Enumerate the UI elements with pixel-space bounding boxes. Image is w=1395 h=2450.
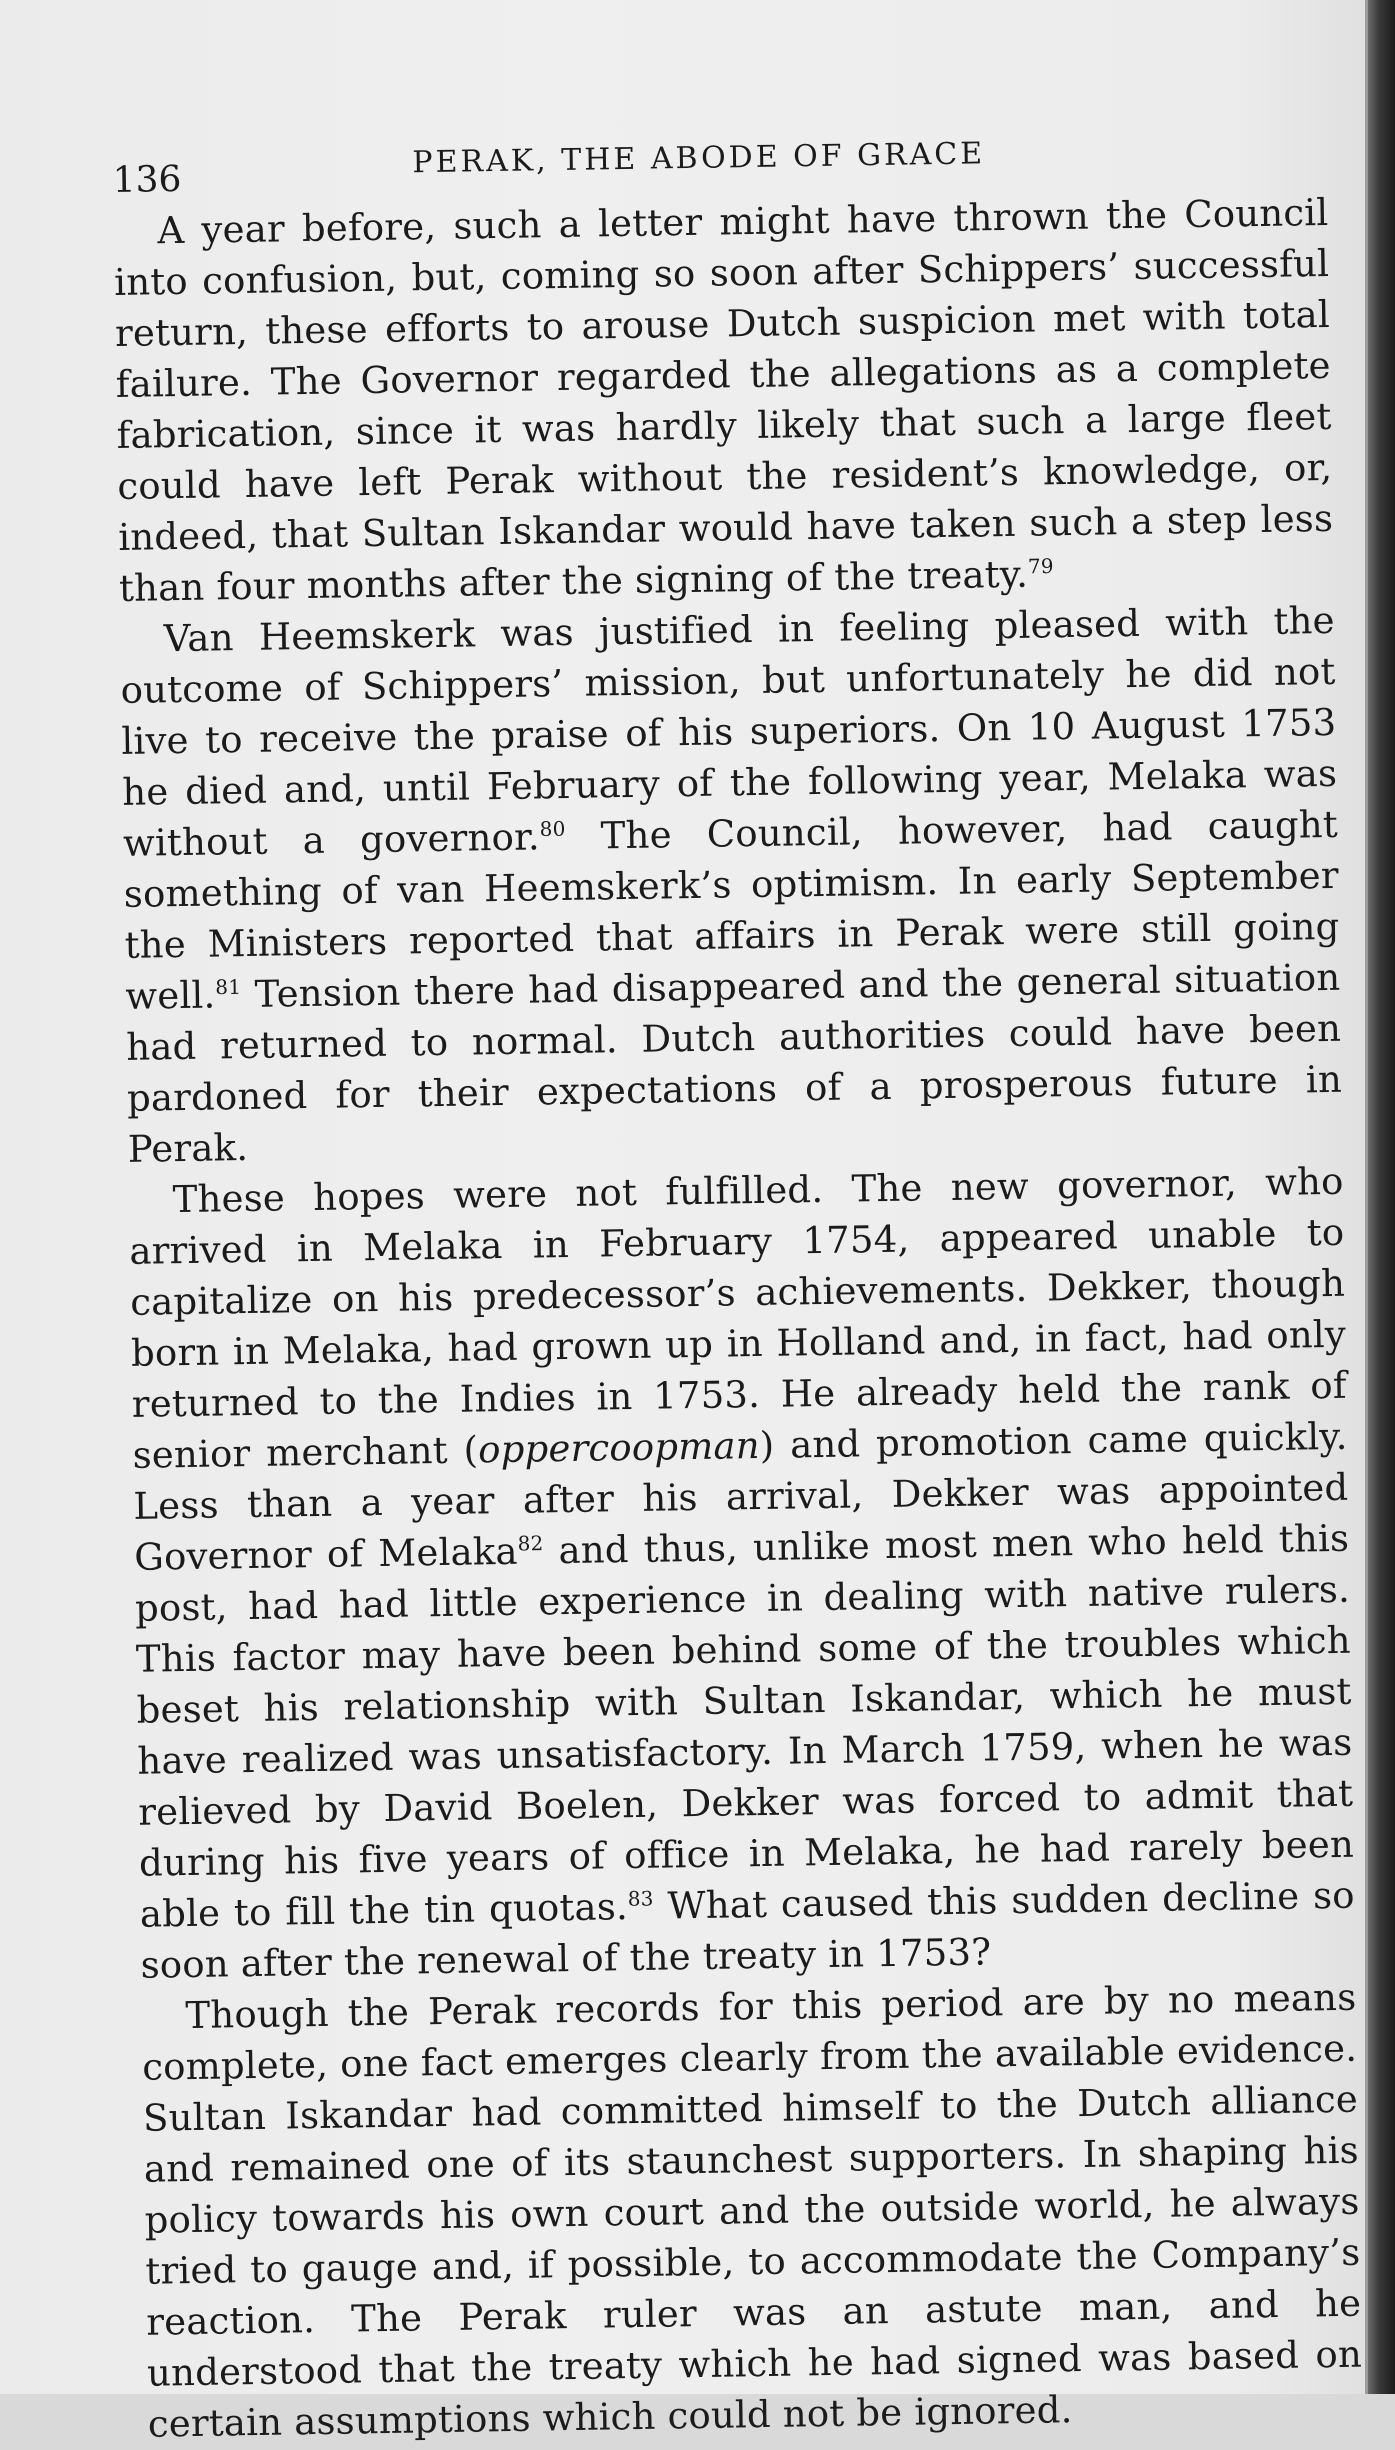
paragraph-3-text-a: These hopes were not fulfilled. The new governor, who arrived in Melaka in February 1754, appeared unable to capitalize on his predecessor’s achievements. Dekker, though born in Melaka, had grown up in Holland and, in fact, had only returned to the Indies in 1753. He already held the rank of senior merchant ( xyxy=(129,1159,1348,1477)
page-content xyxy=(112,121,1363,2450)
paragraph-2 xyxy=(119,595,1343,1175)
italic-term: oppercoopman xyxy=(477,1423,761,1472)
footnote-ref-82: 82 xyxy=(517,1531,544,1556)
paragraph-4-text: Though the Perak records for this period are by no means complete, one fact emerges clearly from the available evidence. Sultan Iskandar had committed himself to the Dutch alliance and remained one of its staunchest supporters. In shaping his policy towards his own court and the outside world, he always tried to gauge and, if possible, to accommodate the Company’s reaction. The Perak ruler was an astute man, and he understood that the treaty which he had signed was based on certain assumptions which could not be ignored. xyxy=(141,1975,1363,2446)
paragraph-1 xyxy=(113,187,1334,614)
footnote-ref-79: 79 xyxy=(1027,553,1054,579)
paragraph-1-text: A year before, such a letter might have thrown the Council into confusion, but, coming so soon after Schippers’ successful return, these efforts to arouse Dutch suspicion met with total failure. The Governor regarded the allegations as a complete fabrication, since it was hardly likely that such a large fleet could have left Perak without the resident’s knowledge, or, indeed, that Sultan Iskandar would have taken such a step less than four months after the signing of the treaty. xyxy=(113,190,1334,610)
paragraph-2-text-b: The Council, however, had caught something of van Heemskerk’s optimism. In early September the Ministers reported that affairs in Perak were still going well. xyxy=(123,802,1340,1018)
page-number: 136 xyxy=(112,158,182,201)
paragraph-3 xyxy=(128,1156,1356,1991)
footnote-ref-83: 83 xyxy=(627,1886,654,1911)
paragraph-2-text-a: Van Heemskerk was justified in feeling pleased with the outcome of Schippers’ mission, but unfortunately he did not live to receive the praise of his superiors. On 10 August 1753 he died and, until February of the following year, Melaka was without a governor. xyxy=(120,598,1338,865)
paragraph-3-text-c: and thus, unlike most men who held this post, had had little experience in dealing with native rulers. This factor may have been behind some of the troubles which beset his relationship with Sultan Iskandar, which he must have realized was unsatisfactory. In March 1759, when he was relieved by David Boelen, Dekker was forced to admit that during his five years of office in Melaka, he had rarely been able to fill the tin quotas. xyxy=(134,1516,1355,1936)
footnote-ref-81: 81 xyxy=(215,974,242,1000)
book-spine xyxy=(1368,0,1395,2394)
running-title: PERAK, THE ABODE OF GRACE xyxy=(412,136,986,181)
paragraph-3-text-d: What caused this sudden decline so soon after the renewal of the treaty in 1753? xyxy=(140,1873,1356,1987)
paragraph-2-text-c: Tension there had disappeared and the general situation had returned to normal. Dutch authorities could have been pardoned for their expectations of a prosperous future in Perak. xyxy=(125,955,1343,1171)
footnote-ref-80: 80 xyxy=(539,816,566,842)
paragraph-4 xyxy=(141,1972,1363,2450)
paragraph-3-text-b: ) and promotion came quickly. Less than a year after his arrival, Dekker was appointed Governor of Melaka xyxy=(133,1414,1349,1579)
